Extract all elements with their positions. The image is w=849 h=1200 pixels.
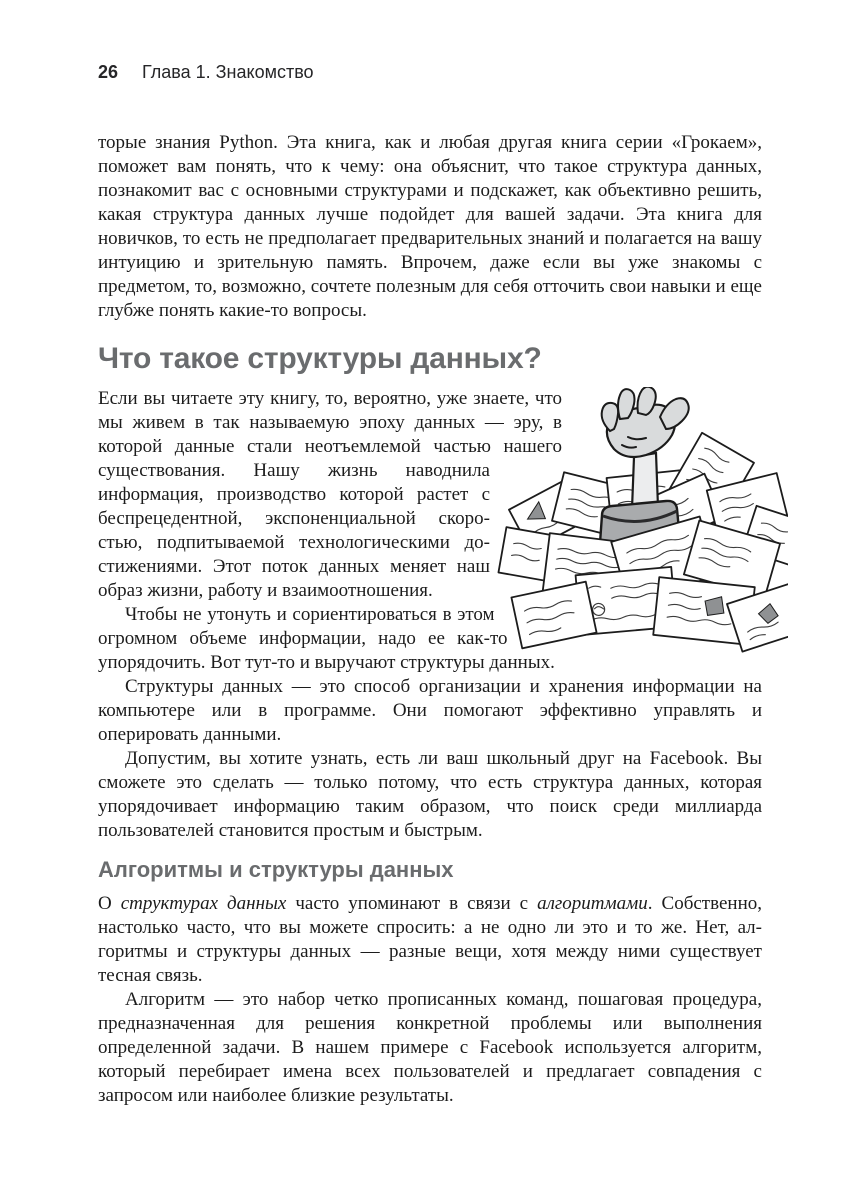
paragraph: Структуры данных — это способ организации и хранения информации на компьютере или в программе. Они помогают эффективно управлять и оперировать данными.: [98, 676, 762, 745]
section-body: [98, 387, 762, 843]
subsection-heading: Алгоритмы и структуры данных: [98, 857, 454, 882]
intro-text: [98, 131, 762, 323]
subsection-paragraphs: [98, 892, 762, 1108]
paragraph: торые знания Python. Эта книга, как и любая другая книга серии «Грокаем», поможет вам понять, что к чему: она объяснит, что такое структура данных, познакомит вас с основными структурами и подскажет, как объективно решить, какая структура данных лучше подойдет для вашей задачи. Эта книга для новичков, то есть не предполагает предварительных знаний и полагается на вашу интуицию и зрительную память. Впрочем, даже если вы уже знакомы с предметом, то, возможно, сочтете полезным для себя отточить свои навыки и еще глубже понять какие-то вопросы.: [98, 132, 762, 321]
section-heading: Что такое структуры данных?: [98, 342, 542, 375]
paragraph: Чтобы не утонуть и сориентироваться в этом огромном объеме информации, надо ее как-то упорядочить. Вот тут-то и выручают структуры данных.: [98, 604, 555, 673]
paragraph: Допустим, вы хотите узнать, есть ли ваш школьный друг на Facebook. Вы сможете это сделать — только потому, что есть структура данных, которая упорядочивает информацию таким образом, что поиск среди миллиарда пользователей становится простым и быстрым.: [98, 748, 762, 841]
page-number: 26: [98, 62, 119, 82]
paragraph: Если вы читаете эту книгу, то, вероятно, уже знаете, что мы живем в так называемую эпоху данных — эру, в которой данные стали неотъемлемой частью нашего существования. Нашу жизнь наводнила информация, производство которой растет с беспрецедентной, экспоненциальной скоростью, подпитываемой технологическими достижениями. Этот поток данных меняет наш образ жизни, работу и взаимоотношения.: [98, 388, 562, 601]
paragraph: Алгоритм — это набор четко прописанных команд, пошаговая процедура, предназначенная для решения конкретной проблемы или выполнения определенной задачи. В нашем примере с Facebook используется алгоритм, который перебирает имена всех пользователей и предлагает совпадения с запросом или наиболее близкие результаты.: [98, 989, 762, 1106]
text-column: [98, 0, 762, 1108]
running-head: [98, 0, 762, 83]
paragraph: О структурах данных часто упоминают в связи с алгоритмами. Собственно, настолько часто, что вы можете спросить: а не одно ли это и то же. Нет, алгоритмы и структуры данных — разные вещи, хотя между ними существует тесная связь.: [98, 893, 762, 986]
chapter-title: Глава 1. Знакомство: [142, 62, 314, 82]
